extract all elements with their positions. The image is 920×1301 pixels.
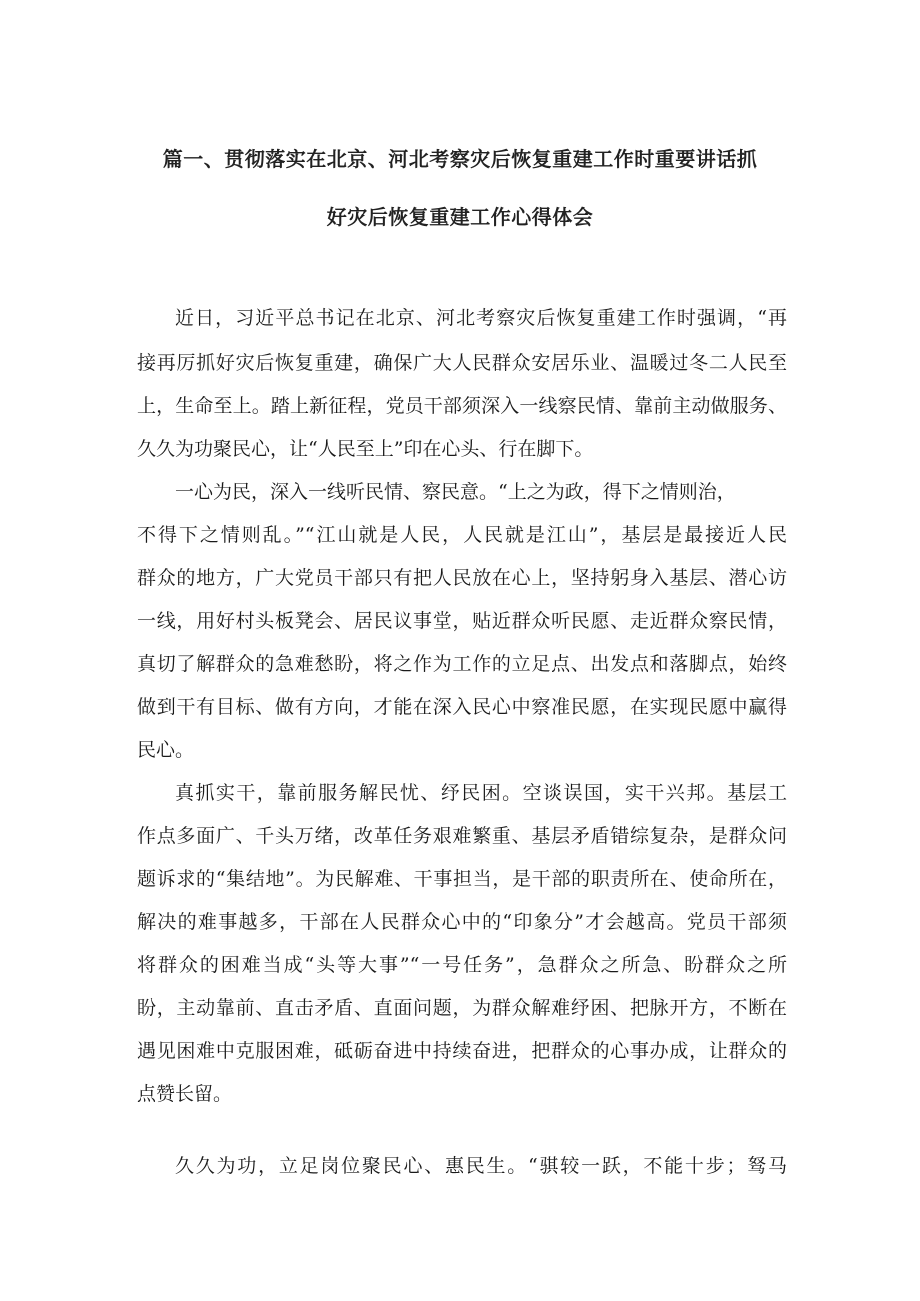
paragraph-line: 点赞长留。 — [137, 1083, 233, 1105]
paragraph-line: 久久为功，立足岗位聚民心、惠民生。“骐较一跃，不能十步；驽马 — [175, 1155, 787, 1177]
paragraph-line: 一线，用好村头板凳会、居民议事堂，贴近群众听民愿、走近群众察民情， — [137, 610, 787, 632]
paragraph-line: 题诉求的“集结地”。为民解难、干事担当，是干部的职责所在、使命所在， — [137, 868, 787, 890]
paragraph-line: 接再厉抓好灾后恢复重建，确保广大人民群众安居乐业、温暖过冬二人民至 — [137, 352, 787, 374]
document-title-line-1: 篇一、贯彻落实在北京、河北考察灾后恢复重建工作时重要讲话抓 — [162, 147, 758, 171]
paragraph-line: 真抓实干，靠前服务解民忧、纾民困。空谈误国，实干兴邦。基层工 — [175, 782, 787, 804]
paragraph-line: 近日，习近平总书记在北京、河北考察灾后恢复重建工作时强调，“再 — [175, 307, 787, 329]
paragraph-line: 群众的地方，广大党员干部只有把人民放在心上，坚持躬身入基层、潜心访 — [137, 567, 787, 589]
document-title-line-2: 好灾后恢复重建工作心得体会 — [326, 205, 594, 229]
paragraph-line: 作点多面广、千头万绪，改革任务艰难繁重、基层矛盾错综复杂，是群众问 — [137, 825, 787, 847]
paragraph-line: 久久为功聚民心，让“人民至上”印在心头、行在脚下。 — [137, 438, 594, 460]
paragraph-line: 上，生命至上。踏上新征程，党员干部须深入一线察民情、靠前主动做服务、 — [137, 395, 787, 417]
paragraph-line: 做到干有目标、做有方向，才能在深入民心中察准民愿，在实现民愿中赢得 — [137, 696, 787, 718]
paragraph-line: 将群众的困难当成“头等大事”“一号任务”，急群众之所急、盼群众之所 — [137, 954, 787, 976]
paragraph-line: 遇见困难中克服困难，砥砺奋进中持续奋进，把群众的心事办成，让群众的 — [137, 1040, 787, 1062]
paragraph-line: 真切了解群众的急难愁盼，将之作为工作的立足点、出发点和落脚点，始终 — [137, 653, 787, 675]
paragraph-line: 解决的难事越多，干部在人民群众心中的“印象分”才会越高。党员干部须 — [137, 911, 787, 933]
paragraph-line: 不得下之情则乱。”“江山就是人民，人民就是江山”，基层是最接近人民 — [137, 524, 787, 546]
paragraph-line: 一心为民，深入一线听民情、察民意。“上之为政，得下之情则治， — [175, 481, 736, 503]
paragraph-line: 民心。 — [137, 739, 195, 761]
paragraph-line: 盼，主动靠前、直击矛盾、直面问题，为群众解难纾困、把脉开方，不断在 — [137, 997, 787, 1019]
